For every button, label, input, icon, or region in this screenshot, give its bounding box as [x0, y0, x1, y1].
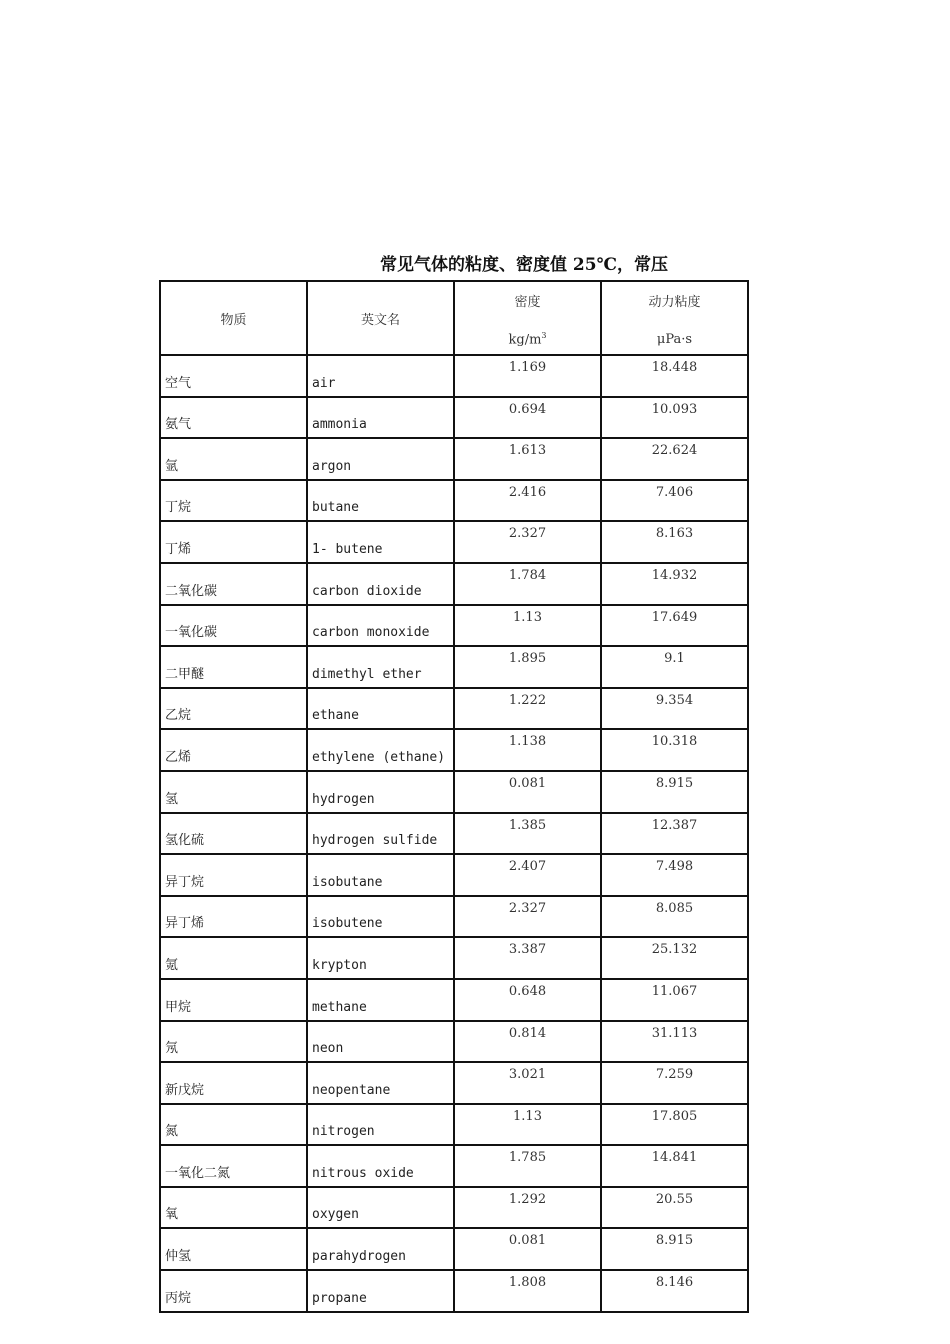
page-title: 常见气体的粘度、密度值 25℃，常压 [380, 255, 668, 275]
english-name-cell: nitrogen [307, 1104, 454, 1146]
substance-cell: 氖 [160, 1021, 307, 1063]
density-cell: 2.407 [454, 854, 601, 896]
viscosity-cell: 10.093 [601, 397, 748, 439]
table-row [160, 563, 748, 605]
substance-cell: 氪 [160, 937, 307, 979]
substance-cell: 丙烷 [160, 1270, 307, 1312]
density-cell: 0.081 [454, 1228, 601, 1270]
header-viscosity-unit: μPa·s [656, 332, 693, 347]
density-cell: 1.169 [454, 355, 601, 397]
table-row [160, 771, 748, 813]
table-row [160, 397, 748, 439]
header-density-label: 密度 [514, 295, 541, 310]
english-name-cell: isobutene [307, 896, 454, 938]
substance-cell: 丁烷 [160, 480, 307, 522]
viscosity-cell: 12.387 [601, 813, 748, 855]
viscosity-cell: 7.259 [601, 1062, 748, 1104]
viscosity-cell: 17.649 [601, 605, 748, 647]
density-cell: 3.021 [454, 1062, 601, 1104]
viscosity-cell: 11.067 [601, 979, 748, 1021]
english-name-cell: nitrous oxide [307, 1145, 454, 1187]
substance-cell: 氨气 [160, 397, 307, 439]
density-cell: 0.648 [454, 979, 601, 1021]
table-row [160, 1187, 748, 1229]
table-row [160, 937, 748, 979]
english-name-cell: neopentane [307, 1062, 454, 1104]
substance-cell: 仲氢 [160, 1228, 307, 1270]
viscosity-cell: 14.932 [601, 563, 748, 605]
table-row [160, 1145, 748, 1187]
viscosity-cell: 8.915 [601, 771, 748, 813]
english-name-cell: dimethyl ether [307, 646, 454, 688]
substance-cell: 乙烷 [160, 688, 307, 730]
english-name-cell: oxygen [307, 1187, 454, 1229]
viscosity-cell: 9.354 [601, 688, 748, 730]
table-row [160, 979, 748, 1021]
viscosity-cell: 31.113 [601, 1021, 748, 1063]
viscosity-cell: 8.085 [601, 896, 748, 938]
substance-cell: 异丁烯 [160, 896, 307, 938]
viscosity-cell: 18.448 [601, 355, 748, 397]
english-name-cell: parahydrogen [307, 1228, 454, 1270]
substance-cell: 氢 [160, 771, 307, 813]
table-row [160, 605, 748, 647]
viscosity-cell: 20.55 [601, 1187, 748, 1229]
density-cell: 0.081 [454, 771, 601, 813]
header-density-unit: $kg/m^3$ [508, 330, 547, 347]
density-cell: 2.327 [454, 896, 601, 938]
density-cell: 1.808 [454, 1270, 601, 1312]
substance-cell: 一氧化二氮 [160, 1145, 307, 1187]
english-name-cell: krypton [307, 937, 454, 979]
english-name-cell: neon [307, 1021, 454, 1063]
density-cell: 2.416 [454, 480, 601, 522]
english-name-cell: 1- butene [307, 521, 454, 563]
table-row [160, 688, 748, 730]
density-cell: 1.138 [454, 729, 601, 771]
english-name-cell: ethylene (ethane) [307, 729, 454, 771]
density-cell: 1.13 [454, 605, 601, 647]
table-row [160, 1104, 748, 1146]
viscosity-cell: 8.163 [601, 521, 748, 563]
gas-property-table [159, 280, 749, 1313]
english-name-cell: ammonia [307, 397, 454, 439]
table-row [160, 438, 748, 480]
english-name-cell: argon [307, 438, 454, 480]
table-row [160, 813, 748, 855]
english-name-cell: air [307, 355, 454, 397]
density-cell: 0.694 [454, 397, 601, 439]
density-cell: 1.292 [454, 1187, 601, 1229]
density-cell: 1.613 [454, 438, 601, 480]
english-name-cell: hydrogen [307, 771, 454, 813]
substance-cell: 甲烷 [160, 979, 307, 1021]
substance-cell: 乙烯 [160, 729, 307, 771]
english-name-cell: carbon monoxide [307, 605, 454, 647]
substance-cell: 氧 [160, 1187, 307, 1229]
viscosity-cell: 7.406 [601, 480, 748, 522]
substance-cell: 新戊烷 [160, 1062, 307, 1104]
density-cell: 0.814 [454, 1021, 601, 1063]
header-substance: 物质 [160, 281, 307, 355]
english-name-cell: ethane [307, 688, 454, 730]
header-viscosity-label: 动力粘度 [648, 295, 701, 310]
viscosity-cell: 8.146 [601, 1270, 748, 1312]
substance-cell: 丁烯 [160, 521, 307, 563]
viscosity-cell: 7.498 [601, 854, 748, 896]
header-english-name: 英文名 [307, 281, 454, 355]
table-row [160, 896, 748, 938]
header-viscosity [601, 281, 748, 355]
table-row [160, 355, 748, 397]
substance-cell: 氢化硫 [160, 813, 307, 855]
substance-cell: 氩 [160, 438, 307, 480]
table-row [160, 521, 748, 563]
table-row [160, 1270, 748, 1312]
table-row [160, 729, 748, 771]
density-cell: 1.784 [454, 563, 601, 605]
density-cell: 1.13 [454, 1104, 601, 1146]
density-cell: 1.385 [454, 813, 601, 855]
density-cell: 1.222 [454, 688, 601, 730]
viscosity-cell: 10.318 [601, 729, 748, 771]
table-row [160, 646, 748, 688]
table-row [160, 1228, 748, 1270]
viscosity-cell: 22.624 [601, 438, 748, 480]
viscosity-cell: 8.915 [601, 1228, 748, 1270]
english-name-cell: propane [307, 1270, 454, 1312]
density-cell: 2.327 [454, 521, 601, 563]
viscosity-cell: 14.841 [601, 1145, 748, 1187]
english-name-cell: carbon dioxide [307, 563, 454, 605]
substance-cell: 空气 [160, 355, 307, 397]
substance-cell: 二氧化碳 [160, 563, 307, 605]
density-cell: 3.387 [454, 937, 601, 979]
english-name-cell: isobutane [307, 854, 454, 896]
english-name-cell: hydrogen sulfide [307, 813, 454, 855]
table-row [160, 480, 748, 522]
viscosity-cell: 25.132 [601, 937, 748, 979]
viscosity-cell: 17.805 [601, 1104, 748, 1146]
header-density [454, 281, 601, 355]
english-name-cell: methane [307, 979, 454, 1021]
table-row [160, 1021, 748, 1063]
table-body [160, 355, 748, 1312]
density-cell: 1.895 [454, 646, 601, 688]
substance-cell: 一氧化碳 [160, 605, 307, 647]
table-row [160, 1062, 748, 1104]
substance-cell: 二甲醚 [160, 646, 307, 688]
table-row [160, 854, 748, 896]
viscosity-cell: 9.1 [601, 646, 748, 688]
english-name-cell: butane [307, 480, 454, 522]
density-cell: 1.785 [454, 1145, 601, 1187]
table-header [160, 281, 748, 355]
substance-cell: 异丁烷 [160, 854, 307, 896]
substance-cell: 氮 [160, 1104, 307, 1146]
